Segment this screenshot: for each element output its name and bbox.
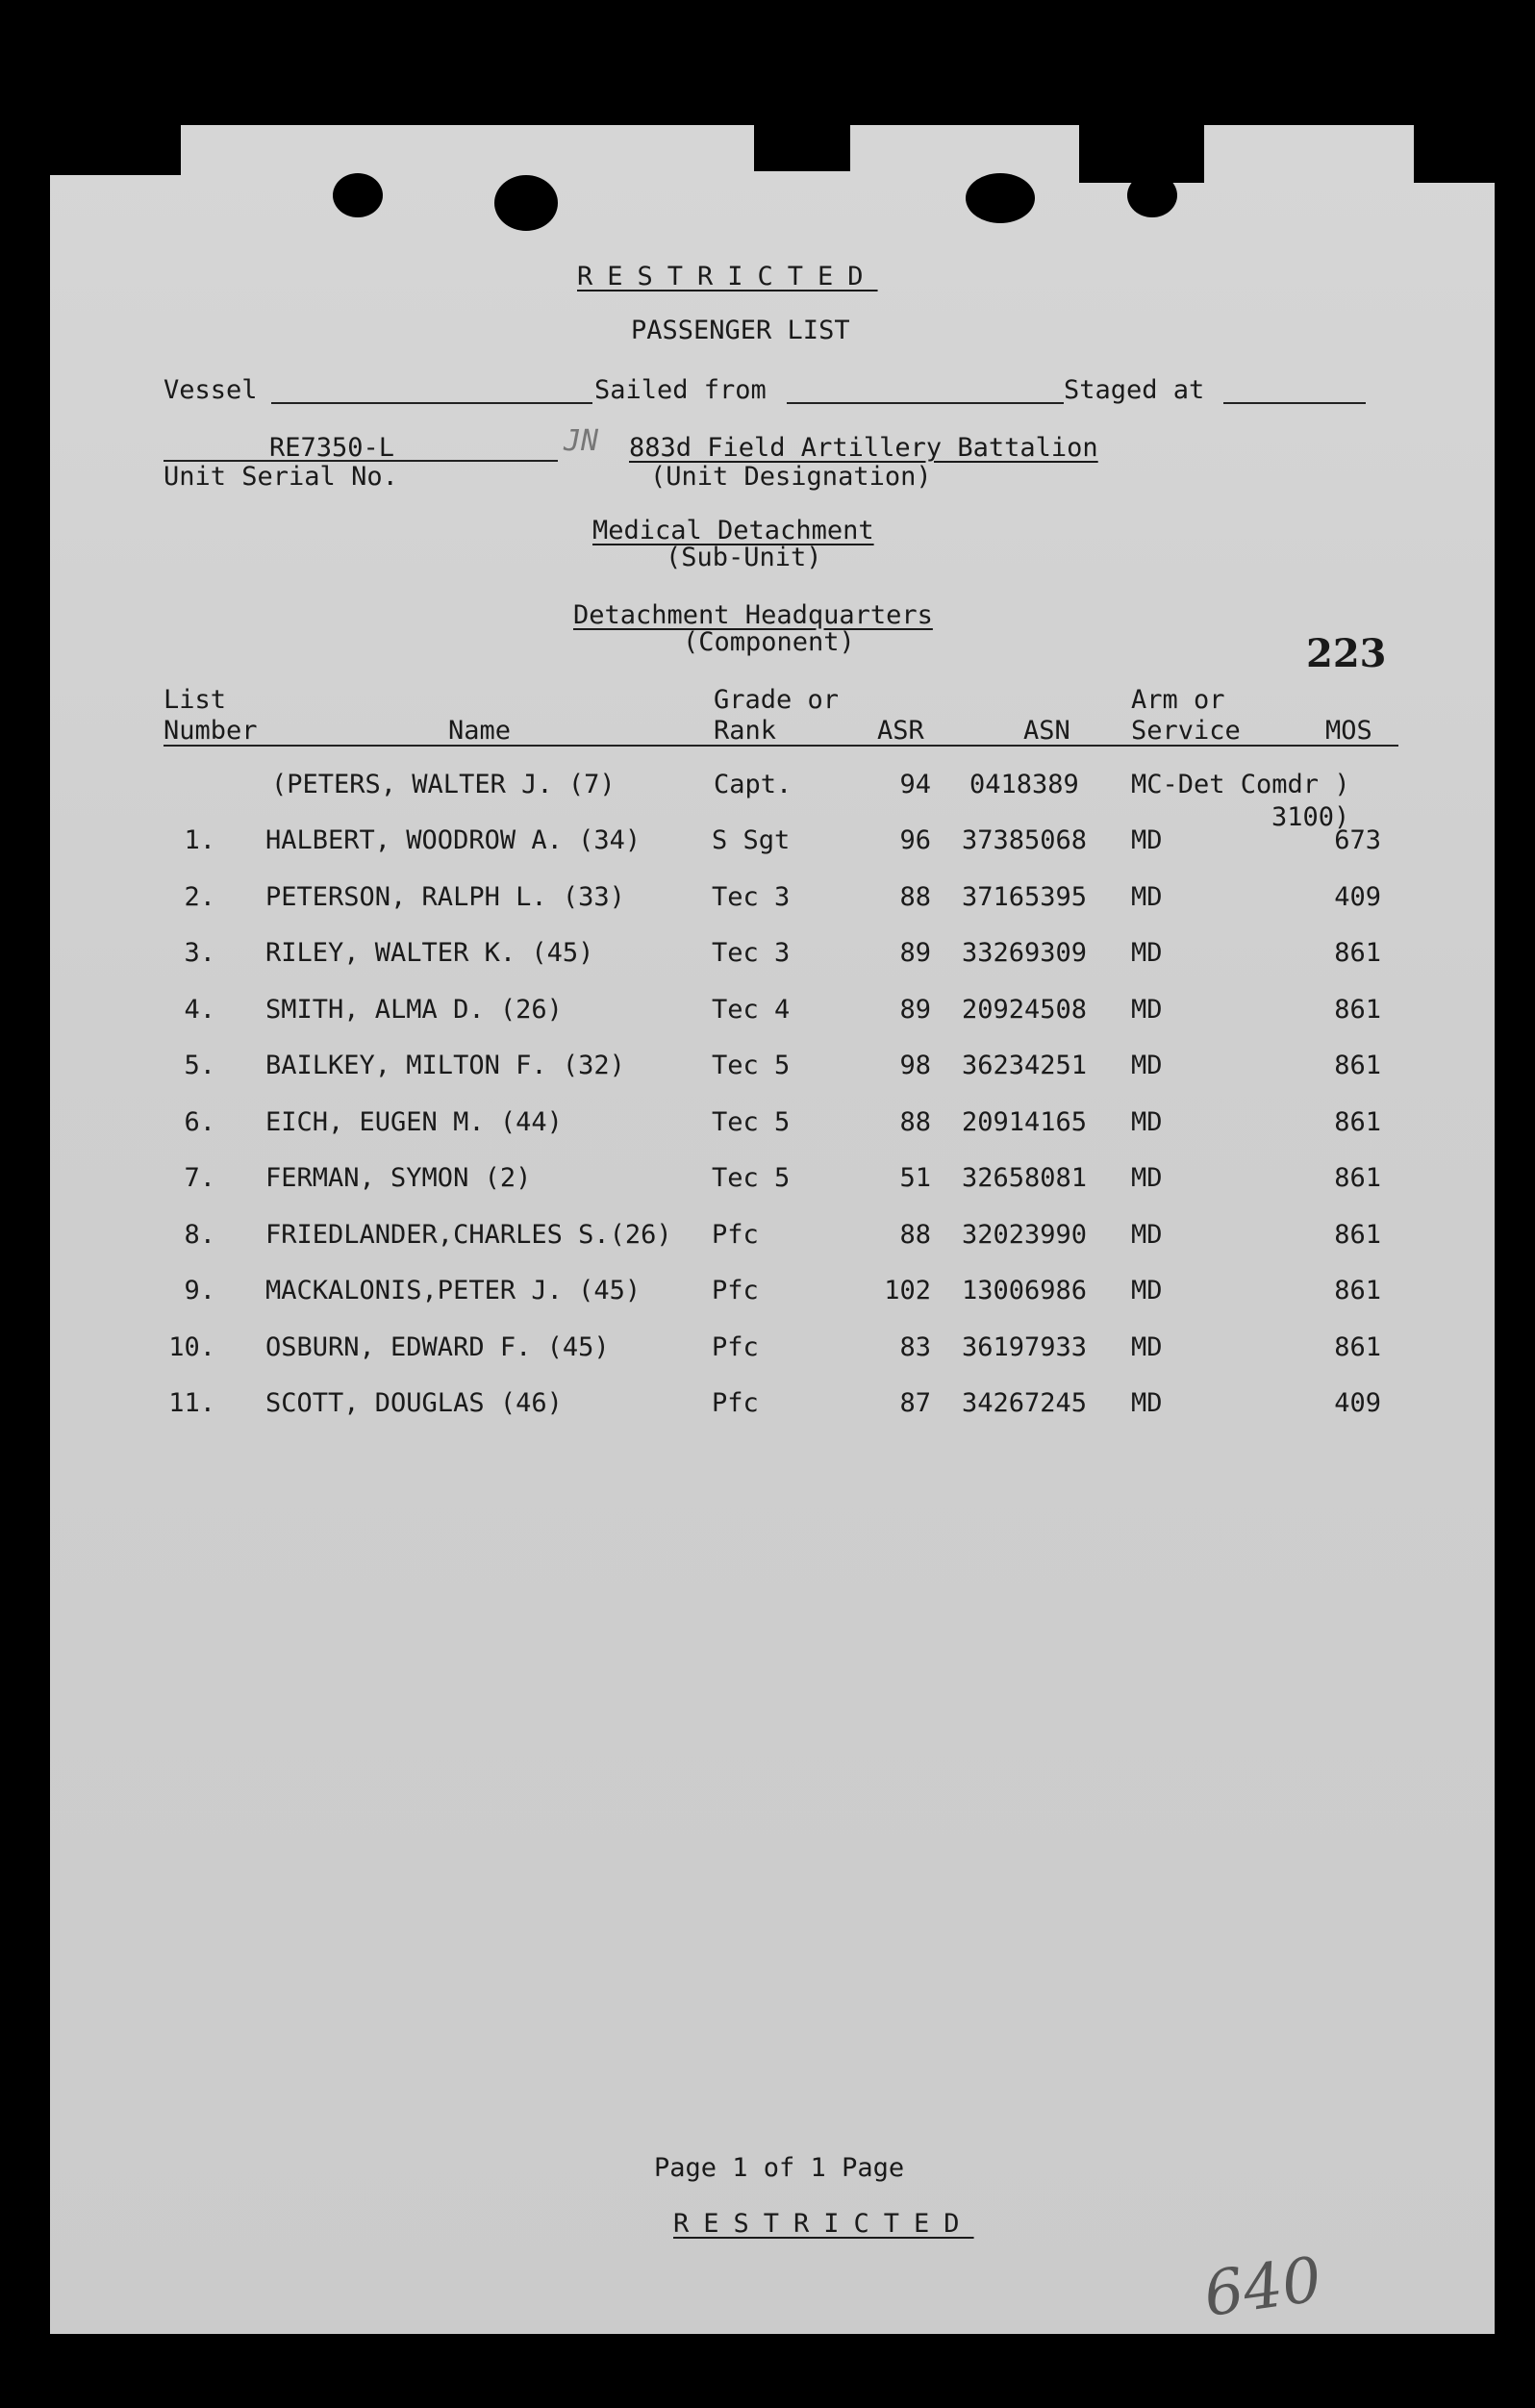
row-asn: 34267245 — [962, 1388, 1088, 1418]
row-mos: 861 — [1334, 1051, 1381, 1080]
row-grade: Pfc — [712, 1331, 759, 1362]
row-list-number: 3. — [184, 938, 215, 968]
table-row — [0, 1052, 1535, 1091]
commander-asr: 94 — [899, 770, 931, 799]
sailed-from-label: Sailed from — [594, 375, 767, 405]
row-arm: MD — [1131, 1106, 1163, 1137]
row-asr: 88 — [899, 1106, 931, 1137]
row-name: FERMAN, SYMON (2) — [265, 1163, 532, 1193]
commander-asn: 0418389 — [969, 770, 1079, 799]
row-asr: 89 — [899, 938, 931, 968]
col-asn: ASN — [1023, 716, 1070, 746]
row-arm: MD — [1131, 1051, 1163, 1080]
row-mos: 861 — [1334, 1276, 1381, 1305]
punch-hole — [333, 173, 383, 217]
row-grade: Pfc — [712, 1276, 759, 1305]
row-arm: MD — [1131, 1276, 1163, 1305]
handwritten-page-number: 640 — [1199, 2243, 1326, 2332]
row-name: BAILKEY, MILTON F. (32) — [265, 1051, 625, 1080]
row-list-number: 6. — [184, 1106, 215, 1137]
row-name: RILEY, WALTER K. (45) — [265, 938, 594, 968]
row-name: HALBERT, WOODROW A. (34) — [265, 825, 642, 855]
table-row — [0, 827, 1535, 866]
row-asn: 37165395 — [962, 881, 1088, 912]
row-mos: 673 — [1334, 825, 1381, 855]
row-arm: MD — [1131, 938, 1163, 968]
col-list-number-1: List — [164, 685, 227, 715]
punch-hole — [494, 175, 558, 231]
row-asn: 32023990 — [962, 1219, 1088, 1250]
row-list-number: 11. — [168, 1388, 215, 1418]
row-grade: Tec 3 — [712, 881, 791, 912]
commander-grade: Capt. — [714, 770, 793, 799]
row-name: OSBURN, EDWARD F. (45) — [265, 1331, 610, 1362]
row-grade: Tec 5 — [712, 1051, 791, 1080]
staged-at-field — [1223, 402, 1366, 404]
restricted-header: RESTRICTED — [577, 262, 878, 291]
page-title: PASSENGER LIST — [631, 316, 850, 345]
torn-edge-center — [754, 125, 850, 171]
row-grade: Tec 5 — [712, 1163, 791, 1193]
component: Detachment Headquarters — [573, 600, 933, 630]
row-name: FRIEDLANDER,CHARLES S.(26) — [265, 1219, 672, 1250]
row-asr: 83 — [899, 1331, 931, 1362]
row-grade: Tec 3 — [712, 938, 791, 968]
row-grade: Tec 4 — [712, 994, 791, 1025]
row-list-number: 1. — [184, 825, 215, 855]
component-label: (Component) — [683, 627, 855, 657]
row-asr: 96 — [899, 825, 931, 855]
row-mos: 409 — [1334, 881, 1381, 912]
row-asn: 32658081 — [962, 1163, 1088, 1193]
row-arm: MD — [1131, 825, 1163, 855]
row-asn: 37385068 — [962, 825, 1088, 855]
row-asn: 33269309 — [962, 938, 1088, 968]
header-rule — [164, 745, 1398, 747]
row-mos: 409 — [1334, 1388, 1381, 1418]
commander-row — [0, 770, 1535, 832]
table-row — [0, 1219, 1535, 1260]
row-grade: S Sgt — [712, 825, 791, 855]
row-mos: 861 — [1334, 938, 1381, 968]
sub-unit-label: (Sub-Unit) — [666, 543, 822, 572]
table-row — [0, 1106, 1535, 1148]
row-arm: MD — [1131, 1388, 1163, 1418]
commander-arm: MC-Det Comdr ) — [1131, 770, 1350, 799]
row-mos: 861 — [1334, 1219, 1381, 1250]
unit-designation-label: (Unit Designation) — [650, 462, 932, 492]
staged-at-label: Staged at — [1064, 375, 1205, 405]
vessel-label: Vessel — [164, 375, 258, 405]
punch-hole — [966, 173, 1035, 223]
sailed-from-field — [787, 402, 1064, 404]
row-list-number: 10. — [168, 1331, 215, 1362]
col-mos: MOS — [1325, 716, 1372, 746]
col-arm-1: Arm or — [1131, 685, 1225, 715]
torn-edge-left — [50, 125, 181, 175]
row-name: SMITH, ALMA D. (26) — [265, 994, 563, 1025]
punch-hole — [1127, 173, 1177, 217]
table-row — [0, 994, 1535, 1035]
torn-edge-corner — [1414, 125, 1495, 183]
row-asr: 87 — [899, 1388, 931, 1418]
row-grade: Pfc — [712, 1388, 759, 1418]
row-mos: 861 — [1334, 994, 1381, 1025]
row-list-number: 2. — [184, 881, 215, 912]
unit-serial-number: RE7350-L — [269, 433, 395, 463]
row-asn: 20914165 — [962, 1106, 1088, 1137]
row-mos: 861 — [1334, 1331, 1381, 1362]
row-arm: MD — [1131, 1163, 1163, 1193]
row-asr: 98 — [899, 1051, 931, 1080]
row-asn: 20924508 — [962, 994, 1088, 1025]
margin-mark: JN — [564, 424, 599, 458]
row-list-number: 4. — [184, 994, 215, 1025]
col-name: Name — [448, 716, 512, 746]
restricted-footer: RESTRICTED — [673, 2209, 974, 2239]
row-arm: MD — [1131, 1219, 1163, 1250]
row-arm: MD — [1131, 881, 1163, 912]
table-row — [0, 1390, 1535, 1429]
row-name: MACKALONIS,PETER J. (45) — [265, 1276, 642, 1305]
table-row — [0, 940, 1535, 978]
row-asr: 88 — [899, 881, 931, 912]
row-asr: 89 — [899, 994, 931, 1025]
vessel-field — [271, 402, 592, 404]
table-row — [0, 1278, 1535, 1316]
col-asr: ASR — [877, 716, 924, 746]
row-mos: 861 — [1334, 1106, 1381, 1137]
row-arm: MD — [1131, 1331, 1163, 1362]
row-grade: Tec 5 — [712, 1106, 791, 1137]
table-row — [0, 1331, 1535, 1373]
row-list-number: 7. — [184, 1163, 215, 1193]
row-arm: MD — [1131, 994, 1163, 1025]
row-grade: Pfc — [712, 1219, 759, 1250]
row-name: PETERSON, RALPH L. (33) — [265, 881, 625, 912]
row-asn: 36197933 — [962, 1331, 1088, 1362]
commander-name: (PETERS, WALTER J. (7) — [271, 770, 616, 799]
unit-designation: 883d Field Artillery Battalion — [629, 433, 1098, 463]
row-name: SCOTT, DOUGLAS (46) — [265, 1388, 563, 1418]
unit-serial-label: Unit Serial No. — [164, 462, 398, 492]
row-asn: 13006986 — [962, 1276, 1088, 1305]
row-asr: 102 — [884, 1276, 931, 1305]
row-list-number: 8. — [184, 1219, 215, 1250]
row-asr: 88 — [899, 1219, 931, 1250]
row-mos: 861 — [1334, 1163, 1381, 1193]
row-name: EICH, EUGEN M. (44) — [265, 1106, 563, 1137]
sub-unit: Medical Detachment — [592, 516, 874, 545]
col-arm-2: Service — [1131, 716, 1241, 746]
table-row — [0, 881, 1535, 923]
page-indicator: Page 1 of 1 Page — [654, 2153, 905, 2183]
row-asn: 36234251 — [962, 1051, 1088, 1080]
col-grade-1: Grade or — [714, 685, 840, 715]
stamped-number: 223 — [1306, 631, 1387, 676]
col-list-number-2: Number — [164, 716, 258, 746]
table-row — [0, 1165, 1535, 1204]
row-list-number: 9. — [184, 1276, 215, 1305]
row-list-number: 5. — [184, 1051, 215, 1080]
row-asr: 51 — [899, 1163, 931, 1193]
col-grade-2: Rank — [714, 716, 777, 746]
commander-mos: 3100) — [1271, 802, 1350, 832]
